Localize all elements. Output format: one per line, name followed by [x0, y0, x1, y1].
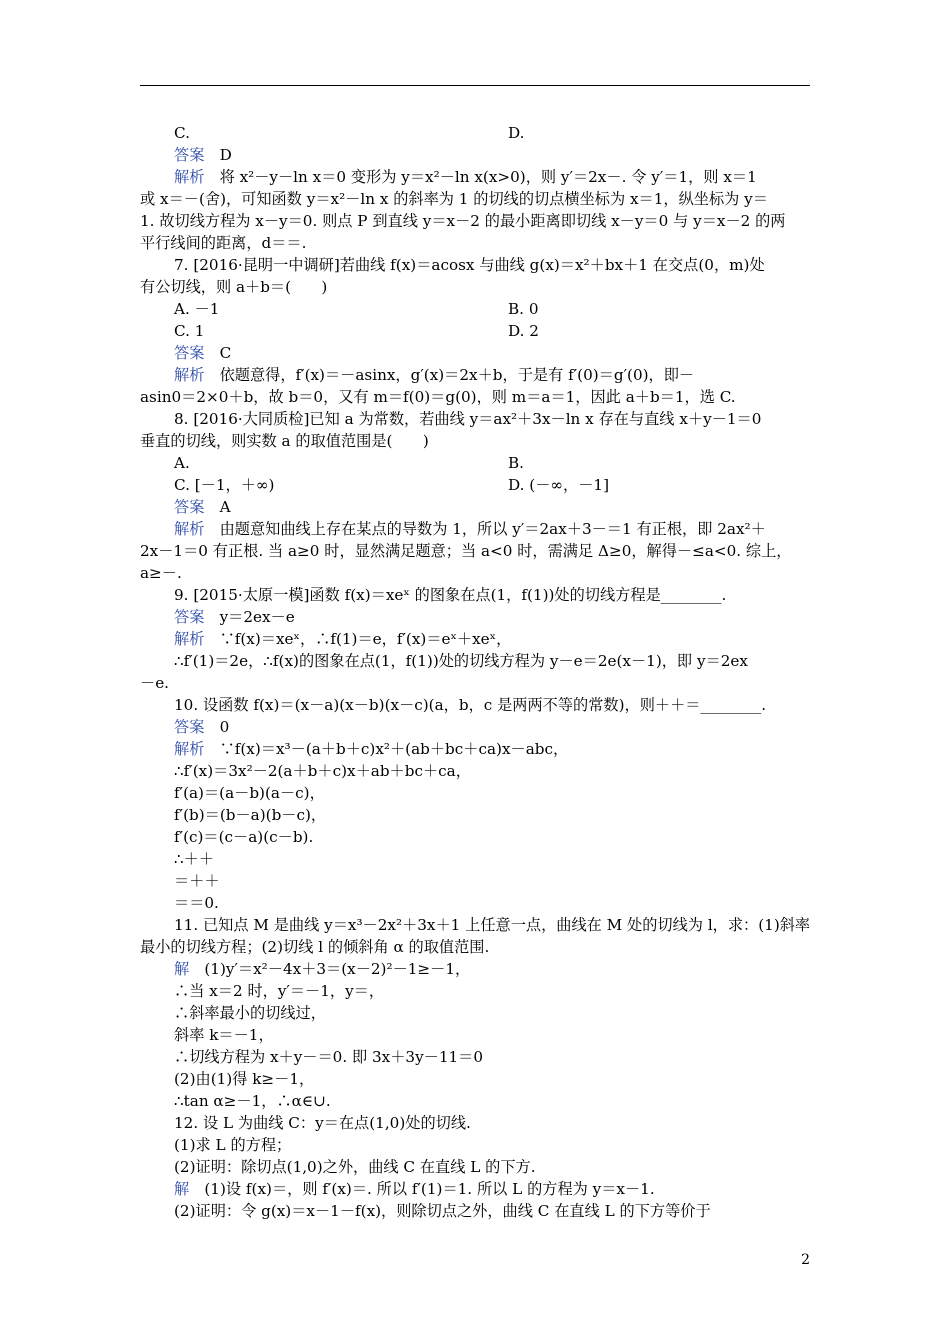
text-line: f′(b)＝(b－a)(b－c)， [174, 806, 327, 824]
option-left: C. [174, 124, 190, 142]
answer-line [140, 1178, 812, 1200]
text-line: －e. [140, 674, 170, 692]
option-left: A. －1 [174, 300, 220, 318]
answer-tag: 答案 [174, 608, 205, 626]
answer-text: C [204, 344, 232, 362]
option-left: A. [174, 454, 190, 472]
answer-text: 依题意得，f′(x)＝－asinx，g′(x)＝2x＋b，于是有 f′(0)＝g′(0)，即－ [204, 366, 695, 384]
option-right: B. 0 [508, 300, 539, 318]
header-rule [140, 85, 810, 86]
answer-text: A [204, 498, 231, 516]
answer-tag: 解析 [174, 520, 205, 538]
document-body [140, 122, 812, 1222]
answer-line [140, 518, 812, 540]
option-right: D. [508, 124, 525, 142]
answer-tag: 答案 [174, 718, 205, 736]
answer-text: (1)y′＝x²－4x＋3＝(x－2)²－1≥－1， [189, 960, 471, 978]
text-line: a≥－. [140, 564, 182, 582]
option-row [140, 298, 812, 320]
answer-text: D [204, 146, 232, 164]
text-line: 最小的切线方程；(2)切线 l 的倾斜角 α 的取值范围. [140, 938, 490, 956]
text-line: 8. [2016·大同质检]已知 a 为常数，若曲线 y＝ax²＋3x－ln x 存在与直线 x＋y－1＝0 [174, 410, 762, 428]
text-line: ＝＝0. [174, 894, 219, 912]
text-line: asin0＝2×0＋b，故 b＝0，又有 m＝f(0)＝g(0)，则 m＝a＝1，因此 a＋b＝1，选 C. [140, 388, 736, 406]
option-left: C. 1 [174, 322, 205, 340]
answer-tag: 解析 [174, 740, 205, 758]
answer-tag: 答案 [174, 498, 205, 516]
text-line: ＝＋＋ [174, 872, 220, 890]
text-line: ∴f′(x)＝3x²－2(a＋b＋c)x＋ab＋bc＋ca， [174, 762, 471, 780]
option-left: C. [－1，＋∞) [174, 476, 275, 494]
answer-tag: 解析 [174, 630, 205, 648]
answer-line [140, 144, 812, 166]
text-line: 1. 故切线方程为 x－y＝0. 则点 P 到直线 y＝x－2 的最小距离即切线 x－y＝0 与 y＝x－2 的两 [140, 212, 786, 230]
text-line: (1)求 L 的方程； [174, 1136, 292, 1154]
text-line: 平行线间的距离，d＝＝. [140, 234, 307, 252]
text-line: ∴f′(1)＝2e，∴f(x)的图象在点(1，f(1))处的切线方程为 y－e＝2e(x－1)，即 y＝2ex [174, 652, 748, 670]
text-line: 或 x＝－(舍)，可知函数 y＝x²－ln x 的斜率为 1 的切线的切点横坐标为 x＝1，纵坐标为 y＝ [140, 190, 768, 208]
text-line: 有公切线，则 a＋b＝( ) [140, 278, 328, 296]
answer-line [140, 958, 812, 980]
text-line: ∴tan α≥－1，∴α∈∪. [174, 1092, 331, 1110]
page-number: 2 [801, 1252, 810, 1268]
answer-line [140, 496, 812, 518]
answer-tag: 解析 [174, 168, 205, 186]
text-line: ∴当 x＝2 时，y′＝－1，y＝， [174, 982, 385, 1000]
text-line: 7. [2016·昆明一中调研]若曲线 f(x)＝acosx 与曲线 g(x)＝x²＋bx＋1 在交点(0，m)处 [174, 256, 765, 274]
text-line: 9. [2015·太原一模]函数 f(x)＝xeˣ 的图象在点(1，f(1))处的切线方程是________. [174, 586, 727, 604]
answer-line [140, 628, 812, 650]
text-line: 2x－1＝0 有正根. 当 a≥0 时，显然满足题意；当 a<0 时，需满足 Δ≥0，解得－≤a<0. 综上， [140, 542, 792, 560]
text-line: (2)由(1)得 k≥－1， [174, 1070, 315, 1088]
text-line: f′(a)＝(a－b)(a－c)， [174, 784, 325, 802]
option-row [140, 122, 812, 144]
answer-text: 由题意知曲线上存在某点的导数为 1，所以 y′＝2ax＋3－＝1 有正根，即 2ax²＋ [204, 520, 766, 538]
answer-tag: 解 [174, 960, 190, 978]
text-line: ∴切线方程为 x＋y－＝0. 即 3x＋3y－11＝0 [174, 1048, 484, 1066]
answer-line [140, 606, 812, 628]
answer-text: 将 x²－y－ln x＝0 变形为 y＝x²－ln x(x>0)，则 y′＝2x－. 令 y′＝1，则 x＝1 [204, 168, 757, 186]
answer-line [140, 716, 812, 738]
text-line: 10. 设函数 f(x)＝(x－a)(x－b)(x－c)(a，b，c 是两两不等的常数)，则＋＋＝________. [174, 696, 767, 714]
answer-line [140, 166, 812, 188]
text-line: (2)证明：令 g(x)＝x－1－f(x)，则除切点之外，曲线 C 在直线 L 的下方等价于 [174, 1202, 711, 1220]
option-row [140, 452, 812, 474]
answer-text: 0 [204, 718, 230, 736]
answer-tag: 答案 [174, 344, 205, 362]
answer-text: (1)设 f(x)＝，则 f′(x)＝. 所以 f′(1)＝1. 所以 L 的方程为 y＝x－1. [189, 1180, 655, 1198]
answer-tag: 解 [174, 1180, 190, 1198]
answer-text: ∵f(x)＝xeˣ，∴f(1)＝e，f′(x)＝eˣ＋xeˣ， [204, 630, 512, 648]
option-right: B. [508, 454, 524, 472]
text-line: 斜率 k＝－1， [174, 1026, 274, 1044]
text-line: 垂直的切线，则实数 a 的取值范围是( ) [140, 432, 429, 450]
text-line: (2)证明：除切点(1,0)之外，曲线 C 在直线 L 的下方. [174, 1158, 536, 1176]
answer-line [140, 364, 812, 386]
answer-tag: 解析 [174, 366, 205, 384]
text-line: 12. 设 L 为曲线 C：y＝在点(1,0)处的切线. [174, 1114, 471, 1132]
answer-line [140, 738, 812, 760]
text-line: f′(c)＝(c－a)(c－b). [174, 828, 314, 846]
option-row [140, 320, 812, 342]
text-line: 11. 已知点 M 是曲线 y＝x³－2x²＋3x＋1 上任意一点，曲线在 M 处的切线为 l，求：(1)斜率 [174, 916, 811, 934]
answer-line [140, 342, 812, 364]
option-row [140, 474, 812, 496]
option-right: D. 2 [508, 322, 539, 340]
text-line: ∴斜率最小的切线过， [174, 1004, 326, 1022]
answer-tag: 答案 [174, 146, 205, 164]
text-line: ∴＋＋ [174, 850, 215, 868]
answer-text: ∵f(x)＝x³－(a＋b＋c)x²＋(ab＋bc＋ca)x－abc， [204, 740, 569, 758]
answer-text: y＝2ex－e [204, 608, 295, 626]
option-right: D. (－∞，－1] [508, 476, 610, 494]
